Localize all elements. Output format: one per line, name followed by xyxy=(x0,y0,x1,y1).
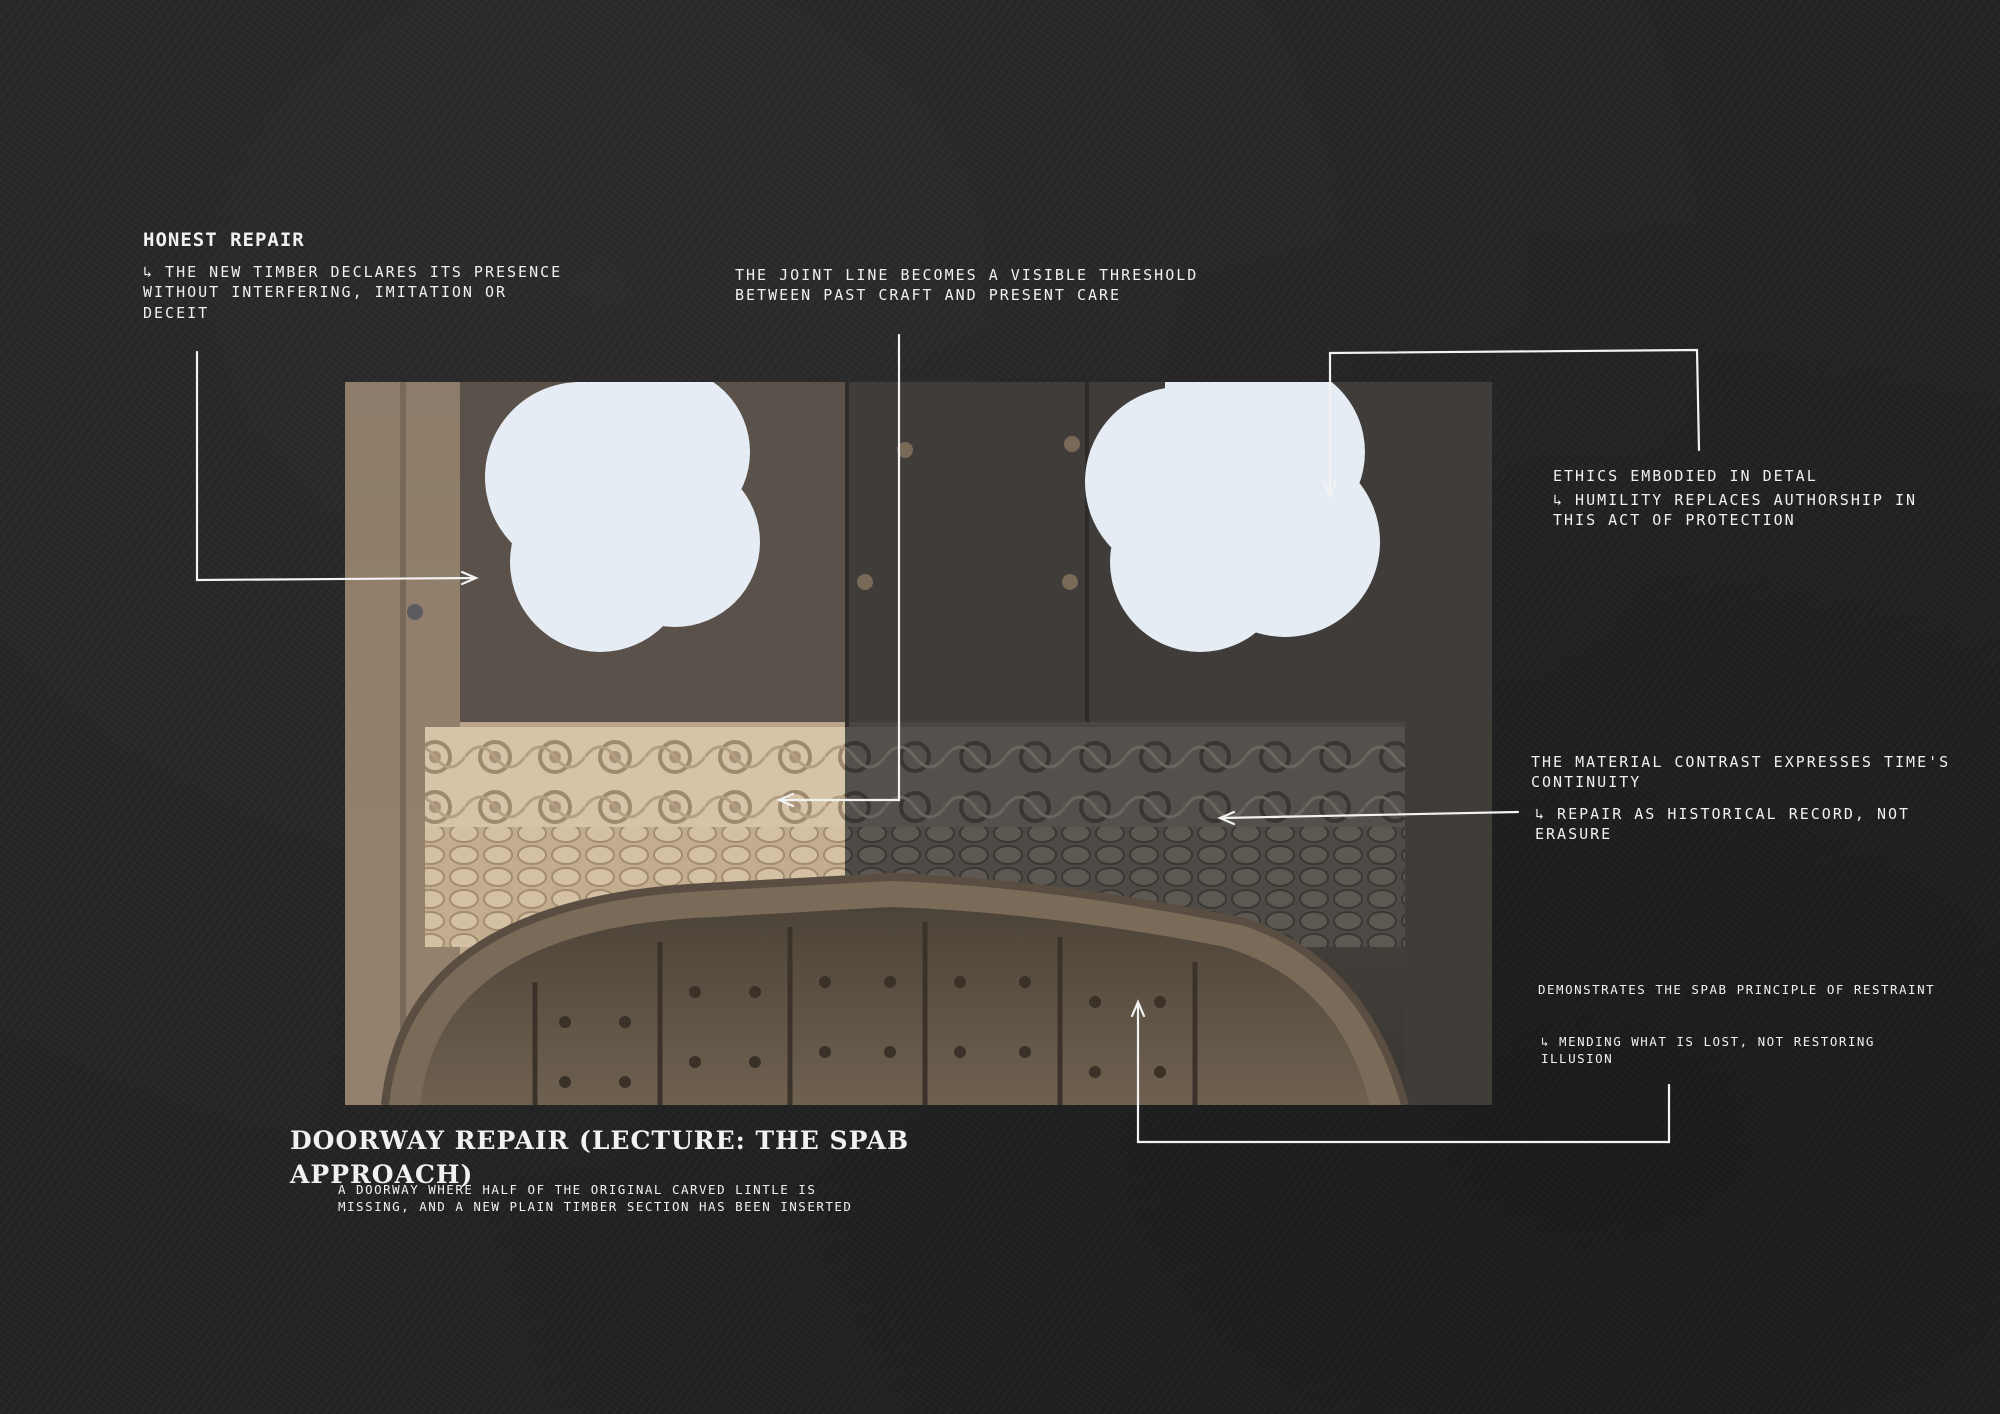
ethics-text: ↳ HUMILITY REPLACES AUTHORSHIP IN THIS ACT OF PROTECTION xyxy=(1553,491,1918,530)
leader-spab xyxy=(1138,1003,1669,1142)
caption-title: DOORWAY REPAIR (LECTURE: THE SPAB APPROACH) xyxy=(290,1126,910,1189)
honest-repair-text: ↳ THE NEW TIMBER DECLARES ITS PRESENCE WITHOUT INTERFERING, IMITATION OR DECEIT xyxy=(143,263,563,322)
joint-line-text: THE JOINT LINE BECOMES A VISIBLE THRESHOLD BETWEEN PAST CRAFT AND PRESENT CARE xyxy=(735,266,1199,305)
leader-honest-repair xyxy=(197,352,475,580)
leader-joint-line xyxy=(780,335,899,800)
material-contrast-heading: THE MATERIAL CONTRAST EXPRESSES TIME'S CONTINUITY xyxy=(1531,753,1951,792)
caption-text: A DOORWAY WHERE HALF OF THE ORIGINAL CARVED LINTLE IS MISSING, AND A NEW PLAIN TIMBER SECTION HAS BEEN INSERTED xyxy=(338,1182,853,1214)
spab-text: ↳ MENDING WHAT IS LOST, NOT RESTORING ILLUSION xyxy=(1541,1034,1875,1066)
material-contrast-text: ↳ REPAIR AS HISTORICAL RECORD, NOT ERASURE xyxy=(1535,805,1911,844)
leader-material-contrast xyxy=(1222,812,1518,818)
ethics-heading: ETHICS EMBODIED IN DETAL xyxy=(1553,467,1818,485)
honest-repair-heading: HONEST REPAIR xyxy=(143,229,305,251)
spab-heading: DEMONSTRATES THE SPAB PRINCIPLE OF RESTRAINT xyxy=(1538,982,1936,997)
